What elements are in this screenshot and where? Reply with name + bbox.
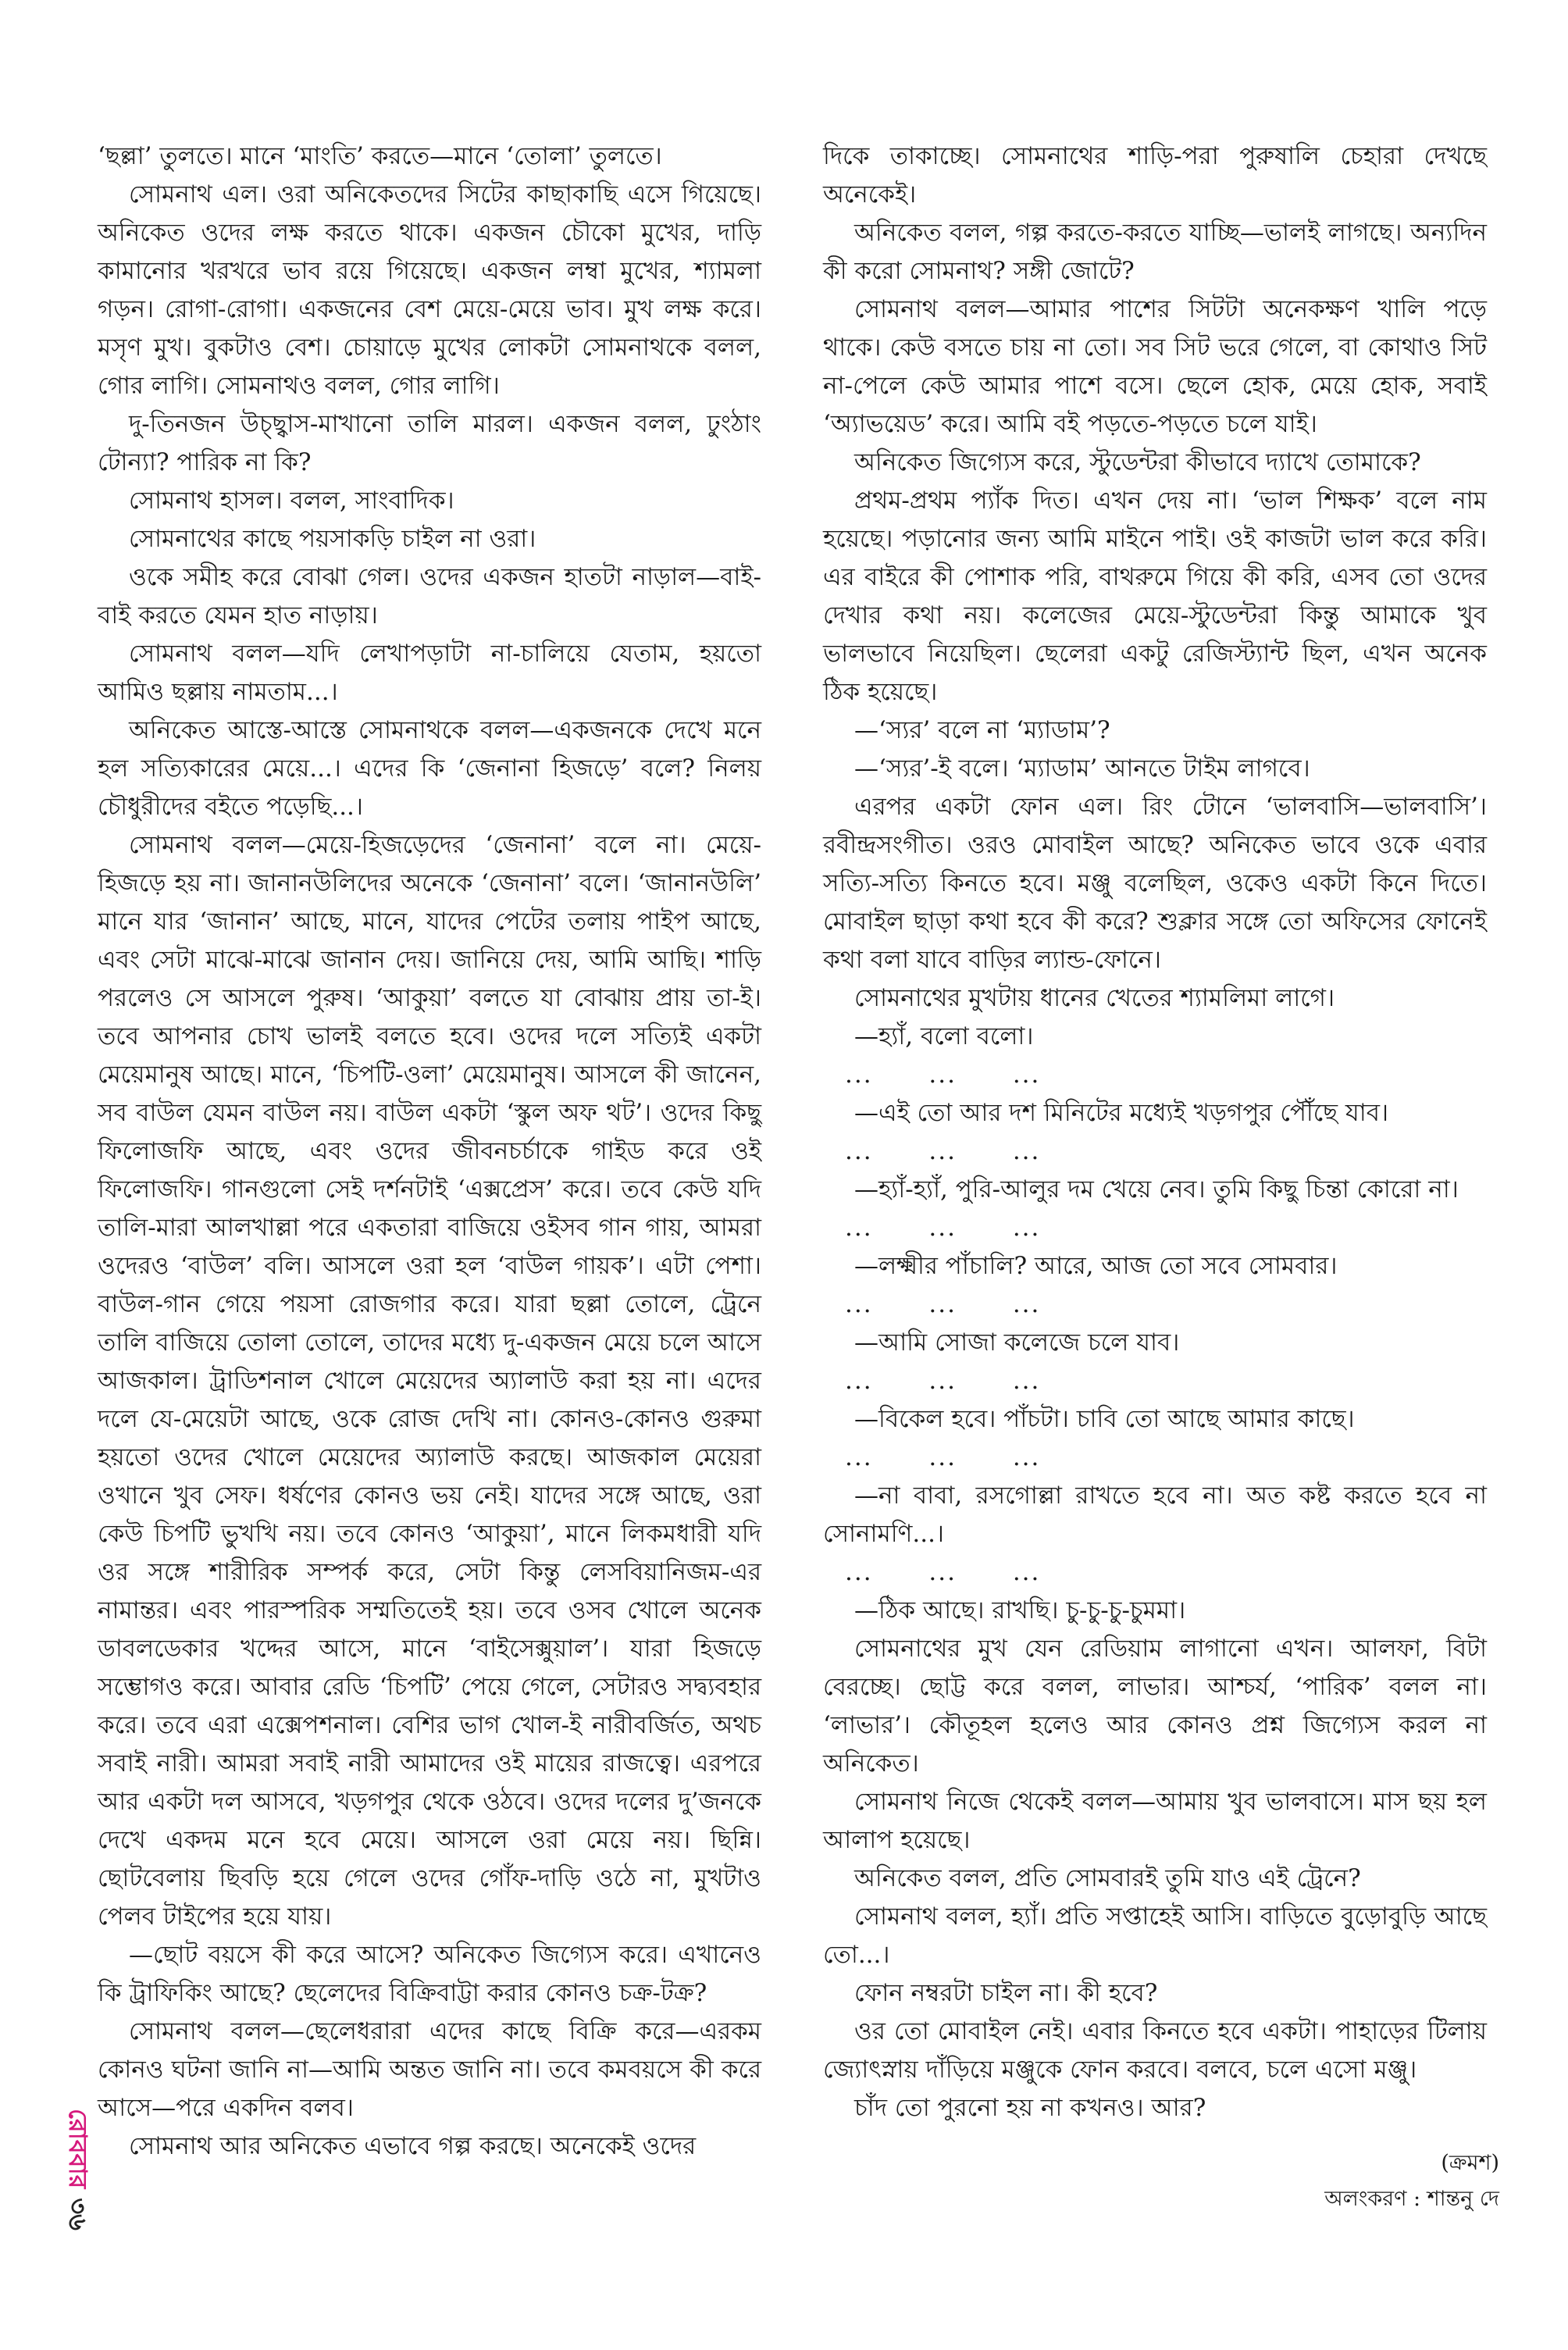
paragraph: —ছোট বয়সে কী করে আসে? অনিকেত জিগ্যেস করে। এখানেও কি ট্রাফিকিং আছে? ছেলেদের বিক্রিবাট্টা করার কোনও চক্র-টক্র? — [98, 1941, 761, 2007]
paragraph: অনিকেত বলল, প্রতি সোমবারই তুমি যাও এই ট্রেনে? — [854, 1864, 1361, 1892]
paragraph: চাঁদ তো পুরনো হয় না কখনও। আর? — [854, 2094, 1206, 2122]
left-column — [98, 137, 761, 2166]
paragraph: সোমনাথ বলল—ছেলেধরারা এদের কাছে বিক্রি করে—এরকম কোনও ঘটনা জানি না—আমি অন্তত জানি না। তবে কমবয়সে কী করে আসে—পরে একদিন বলব। — [98, 2017, 761, 2122]
continued-note: (ক্রমশ) — [1441, 2151, 1499, 2175]
paragraph: অনিকেত জিগ্যেস করে, স্টুডেন্টরা কীভাবে দ্যাখে তোমাকে? — [854, 448, 1421, 476]
paragraph: ওর তো মোবাইল নেই। এবার কিনতে হবে একটা। পাহাড়ের টিলায় জ্যোৎস্নায় দাঁড়িয়ে মঞ্জুকে ফোন করবে। বলবে, চলে এসো মঞ্জু। — [823, 2017, 1487, 2084]
paragraph: সোমনাথের মুখটায় ধানের খেতের শ্যামলিমা লাগে। — [854, 984, 1335, 1012]
paragraph: সোমনাথ এল। ওরা অনিকেতদের সিটের কাছাকাছি এসে গিয়েছে। অনিকেত ওদের লক্ষ করতে থাকে। একজন চৌকো মুখের, দাড়ি কামানোর খরখরে ভাব রয়ে গিয়েছে। একজন লম্বা মুখের, শ্যামলা গড়ন। রোগা-রোগা। একজনের বেশ মেয়ে-মেয়ে ভাব। মুখ লক্ষ করে। মসৃণ মুখ। বুকটাও বেশ। চোয়াড়ে মুখের লোকটা সোমনাথকে বলল, গোর লাগি। সোমনাথও বলল, গোর লাগি। — [98, 180, 761, 400]
paragraph: দু-তিনজন উচ্ছ্বাস-মাখানো তালি মারল। একজন বলল, ঢুংঠাং টোন্যা? পারিক না কি? — [98, 410, 761, 476]
paragraph: —বিকেল হবে। পাঁচটা। চাবি তো আছে আমার কাছে। — [854, 1405, 1355, 1433]
paragraph: এরপর একটা ফোন এল। রিং টোনে ‘ভালবাসি—ভালবাসি’। রবীন্দ্রসংগীত। ওরও মোবাইল আছে? অনিকেত ভাবে ওকে এবার সত্যি-সত্যি কিনতে হবে। মঞ্জু বলেছিল, ওকেও একটা কিনে দিতে। মোবাইল ছাড়া কথা হবে কী করে? শুক্লার সঙ্গে তো অফিসের ফোনেই কথা বলা যাবে বাড়ির ল্যান্ড-ফোনে। — [823, 793, 1487, 974]
paragraph: সোমনাথ বলল—মেয়ে-হিজড়েদের ‘জেনানা’ বলে না। মেয়ে-হিজড়ে হয় না। জানানউলিদের অনেকে ‘জেনানা’ বলে। ‘জানানউলি’ মানে যার ‘জানান’ আছে, মানে, যাদের পেটের তলায় পাইপ আছে, এবং সেটা মাঝে-মাঝে জানান দেয়। জানিয়ে দেয়, আমি আছি। শাড়ি পরলেও সে আসলে পুরুষ। ‘আকুয়া’ বলতে যা বোঝায় প্রায় তা-ই। তবে আপনার চোখ ভালই বলতে হবে। ওদের দলে সত্যিই একটা মেয়েমানুষ আছে। মানে, ‘চিপটি-ওলা’ মেয়েমানুষ। আসলে কী জানেন, সব বাউল যেমন বাউল নয়। বাউল একটা ‘স্কুল অফ থট’। ওদের কিছু ফিলোজফি আছে, এবং ওদের জীবনচর্চাকে গাইড করে ওই ফিলোজফি। গানগুলো সেই দর্শনটাই ‘এক্সপ্রেস’ করে। তবে কেউ যদি তালি-মারা আলখাল্লা পরে একতারা বাজিয়ে ওইসব গান গায়, আমরা ওদেরও ‘বাউল’ বলি। আসলে ওরা হল ‘বাউল গায়ক’। এটা পেশা। বাউল-গান গেয়ে পয়সা রোজগার করে। যারা ছল্লা তোলে, ট্রেনে তালি বাজিয়ে তোলা তোলে, তাদের মধ্যে দু-একজন মেয়ে চলে আসে আজকাল। ট্রাডিশনাল খোলে মেয়েদের অ্যালাউ করা হয় না। এদের দলে যে-মেয়েটা আছে, ওকে রোজ দেখি না। কোনও-কোনও গুরুমা হয়তো ওদের খোলে মেয়েদের অ্যালাউ করছে। আজকাল মেয়েরা ওখানে খুব সেফ। ধর্ষণের কোনও ভয় নেই। যাদের সঙ্গে আছে, ওরা কেউ চিপটি ভুখখি নয়। তবে কোনও ‘আকুয়া’, মানে লিকমধারী যদি ওর সঙ্গে শারীরিক সম্পর্ক করে, সেটা কিন্তু লেসবিয়ানিজম-এর নামান্তর। এবং পারস্পরিক সম্মতিতেই হয়। তবে ওসব খোলে অনেক ডাবলডেকার খদ্দের আসে, মানে ‘বাইসেক্সুয়াল’। যারা হিজড়ে সম্ভোগও করে। আবার রেডি ‘চিপটি’ পেয়ে গেলে, সেটারও সদ্ব্যবহার করে। তবে এরা এক্সেপশনাল। বেশির ভাগ খোল-ই নারীবর্জিত, অথচ সবাই নারী। আমরা সবাই নারী আমাদের ওই মায়ের রাজত্বে। এরপরে আর একটা দল আসবে, খড়গপুর থেকে ওঠবে। ওদের দলের দু’জনকে দেখে একদম মনে হবে মেয়ে। আসলে ওরা মেয়ে নয়। ছিন্নি। ছোটবেলায় ছিবড়ি হয়ে গেলে ওদের গোঁফ-দাড়ি ওঠে না, মুখটাও পেলব টাইপের হয়ে যায়। — [98, 831, 761, 1931]
paragraph: সোমনাথের মুখ যেন রেডিয়াম লাগানো এখন। আলফা, বিটা বেরচ্ছে। ছোট্ট করে বলল, লাভার। আশ্চর্য, ‘পারিক’ বলল না। ‘লাভার’। কৌতূহল হলেও আর কোনও প্রশ্ন জিগ্যেস করল না অনিকেত। — [823, 1635, 1487, 1778]
paragraph: —ঠিক আছে। রাখছি। চু-চু-চু-চুমমা। — [854, 1596, 1186, 1624]
ellipsis-break: ... ... ... — [845, 1061, 1041, 1089]
paragraph: সোমনাথ হাসল। বলল, সাংবাদিক। — [129, 487, 454, 515]
paragraph: সোমনাথ আর অনিকেত এভাবে গল্প করছে। অনেকেই ওদের — [129, 2132, 697, 2160]
ellipsis-break: ... ... ... — [845, 1558, 1041, 1586]
paragraph: —‘স্যর’-ই বলে। ‘ম্যাডাম’ আনতে টাইম লাগবে। — [854, 754, 1310, 783]
paragraph: —না বাবা, রসগোল্লা রাখতে হবে না। অত কষ্ট করতে হবে না সোনামণি...। — [823, 1482, 1487, 1548]
paragraph: —হ্যাঁ-হ্যাঁ, পুরি-আলুর দম খেয়ে নেব। তুমি কিছু চিন্তা কোরো না। — [854, 1175, 1459, 1204]
ellipsis-break: ... ... ... — [845, 1443, 1041, 1471]
ellipsis-break: ... ... ... — [845, 1290, 1041, 1318]
right-column — [823, 137, 1487, 2127]
ellipsis-break: ... ... ... — [845, 1367, 1041, 1395]
paragraph: ওকে সমীহ করে বোঝা গেল। ওদের একজন হাতটা নাড়াল—বাই-বাই করতে যেমন হাত নাড়ায়। — [98, 563, 761, 629]
paragraph: অনিকেত বলল, গল্প করতে-করতে যাচ্ছি—ভালই লাগছে। অন্যদিন কী করো সোমনাথ? সঙ্গী জোটে? — [823, 219, 1487, 285]
page-footer-vertical — [61, 2109, 93, 2231]
paragraph: ‘ছল্লা’ তুলতে। মানে ‘মাংতি’ করতে—মানে ‘তোলা’ তুলতে। — [98, 142, 662, 170]
illustration-credit: অলংকরণ : শান্তনু দে — [1324, 2187, 1499, 2211]
paragraph: —আমি সোজা কলেজে চলে যাব। — [854, 1328, 1180, 1357]
paragraph: —‘স্যর’ বলে না ‘ম্যাডাম’? — [854, 716, 1110, 744]
paragraph: —এই তো আর দশ মিনিটের মধ্যেই খড়গপুর পৌঁছে যাব। — [854, 1099, 1389, 1127]
paragraph: প্রথম-প্রথম প্যাঁক দিত। এখন দেয় না। ‘ভাল শিক্ষক’ বলে নাম হয়েছে। পড়ানোর জন্য আমি মাইনে পাই। ওই কাজটা ভাল করে করি। এর বাইরে কী পোশাক পরি, বাথরুমে গিয়ে কী করি, এসব তো ওদের দেখার কথা নয়। কলেজের মেয়ে-স্টুডেন্টরা কিন্তু আমাকে খুব ভালভাবে নিয়েছিল। ছেলেরা একটু রেজিস্ট্যান্ট ছিল, এখন অনেক ঠিক হয়েছে। — [823, 487, 1487, 706]
page-number: ৩৬ — [63, 2198, 93, 2231]
paragraph: সোমনাথ বলল, হ্যাঁ। প্রতি সপ্তাহেই আসি। বাড়িতে বুড়োবুড়ি আছে তো...। — [823, 1902, 1487, 1969]
magazine-name: রোববার — [63, 2109, 93, 2189]
paragraph: অনিকেত আস্তে-আস্তে সোমনাথকে বলল—একজনকে দেখে মনে হল সত্যিকারের মেয়ে...। এদের কি ‘জেনানা হিজড়ে’ বলে? নিলয় চৌধুরীদের বইতে পড়েছি...। — [98, 716, 761, 821]
ellipsis-break: ... ... ... — [845, 1137, 1041, 1165]
paragraph: দিকে তাকাচ্ছে। সোমনাথের শাড়ি-পরা পুরুষালি চেহারা দেখছে অনেকেই। — [823, 142, 1487, 209]
paragraph: সোমনাথ বলল—আমার পাশের সিটটা অনেকক্ষণ খালি পড়ে থাকে। কেউ বসতে চায় না তো। সব সিট ভরে গেলে, বা কোথাও সিট না-পেলে কেউ আমার পাশে বসে। ছেলে হোক, মেয়ে হোক, সবাই ‘অ্যাভয়েড’ করে। আমি বই পড়তে-পড়তে চলে যাই। — [823, 295, 1487, 438]
paragraph: ফোন নম্বরটা চাইল না। কী হবে? — [854, 1979, 1158, 2007]
paragraph: সোমনাথের কাছে পয়সাকড়ি চাইল না ওরা। — [129, 525, 536, 553]
ellipsis-break: ... ... ... — [845, 1214, 1041, 1242]
paragraph: সোমনাথ নিজে থেকেই বলল—আমায় খুব ভালবাসে। মাস ছয় হল আলাপ হয়েছে। — [823, 1788, 1487, 1854]
paragraph: —লক্ষ্মীর পাঁচালি? আরে, আজ তো সবে সোমবার। — [854, 1252, 1338, 1280]
paragraph: সোমনাথ বলল—যদি লেখাপড়াটা না-চালিয়ে যেতাম, হয়তো আমিও ছল্লায় নামতাম...। — [98, 640, 761, 706]
paragraph: —হ্যাঁ, বলো বলো। — [854, 1022, 1034, 1050]
